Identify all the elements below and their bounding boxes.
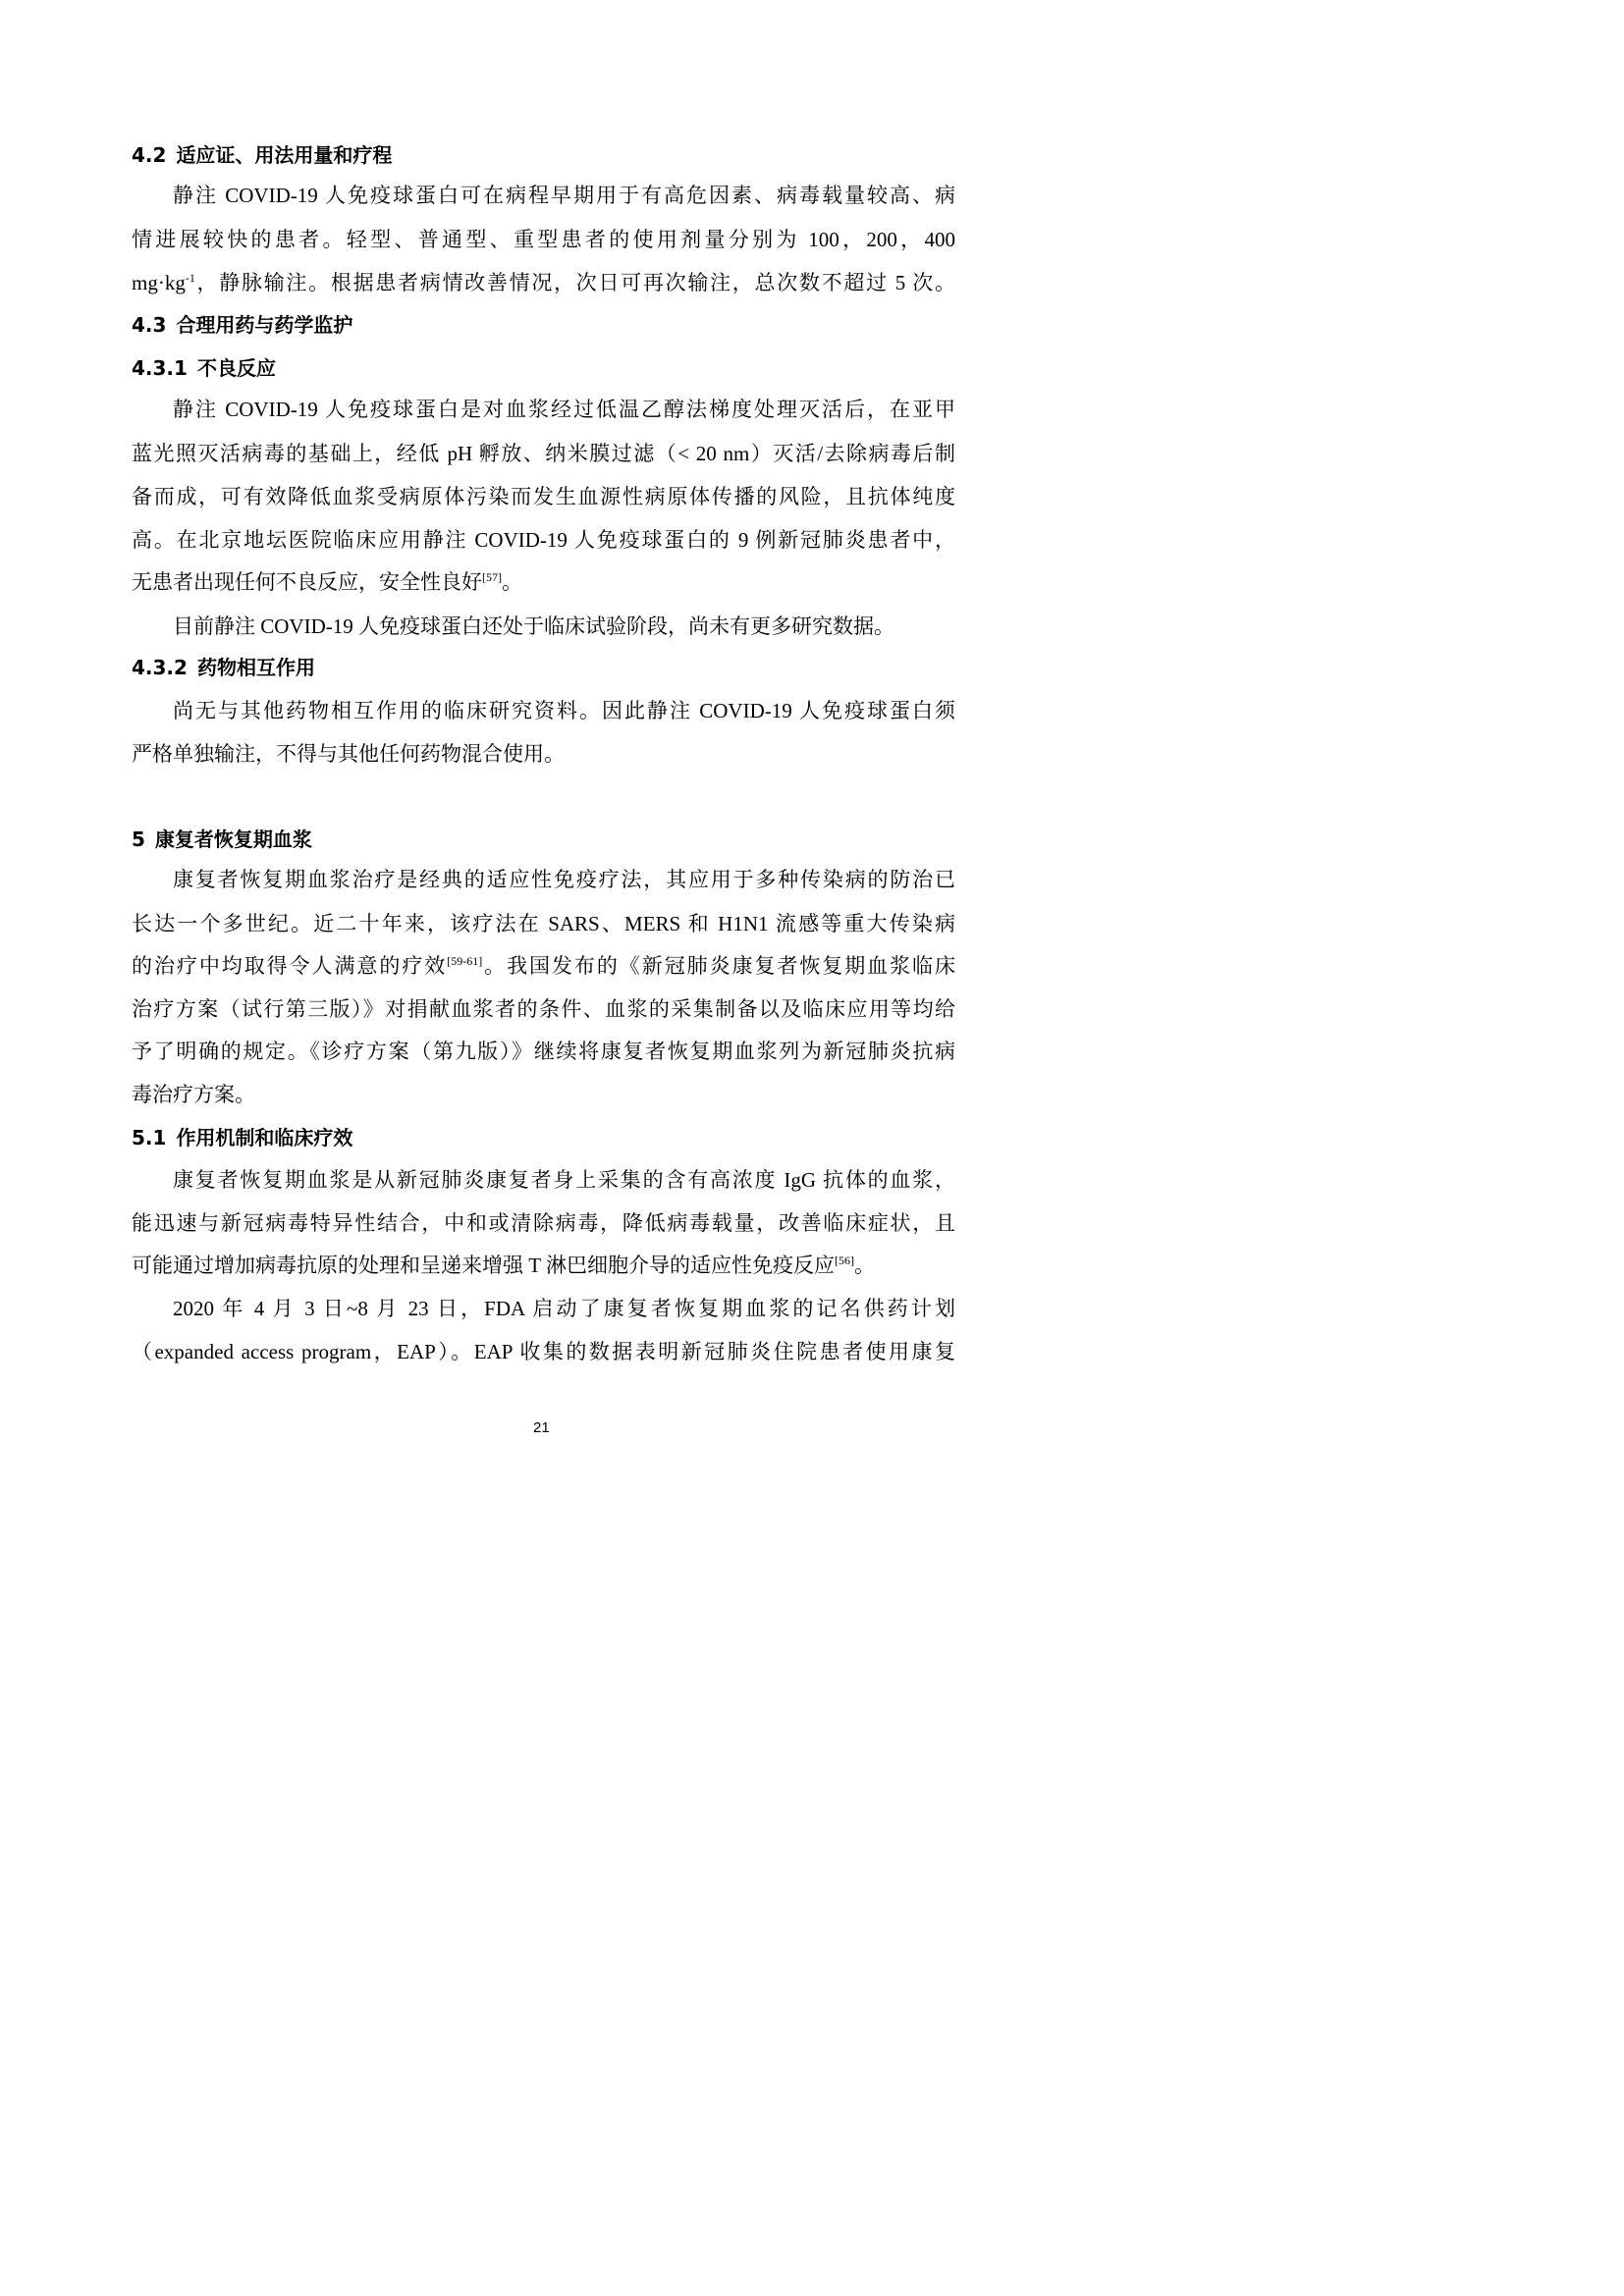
line-text: ，静脉输注。根据患者病情改善情况，次日可再次输注，总次数不超过 5 次。	[194, 271, 955, 294]
paragraph-line: 目前静注 COVID-19 人免疫球蛋白还处于临床试验阶段，尚未有更多研究数据。	[173, 614, 894, 638]
section-number: 4.3.1	[132, 356, 188, 380]
unit-text: mg·kg	[132, 271, 186, 294]
section-title: 药物相互作用	[196, 656, 315, 679]
section-number: 4.3.2	[132, 656, 188, 679]
paragraph-line: 严格单独输注，不得与其他任何药物混合使用。	[132, 742, 565, 766]
paragraph-line: 能迅速与新冠病毒特异性结合，中和或清除病毒，降低病毒载量，改善临床症状，且	[132, 1211, 955, 1235]
document-page	[0, 0, 1083, 1531]
section-number: 4.2	[132, 143, 167, 167]
paragraph-line	[132, 270, 955, 295]
citation-ref: [56]	[834, 1254, 854, 1267]
paragraph-line: 尚无与其他药物相互作用的临床研究资料。因此静注 COVID-19 人免疫球蛋白须	[173, 699, 955, 722]
paragraph-line: 静注 COVID-19 人免疫球蛋白可在病程早期用于有高危因素、病毒载量较高、病	[173, 184, 955, 207]
section-heading-4-3	[132, 312, 352, 338]
section-heading-4-3-2	[132, 655, 315, 680]
paragraph-line: 康复者恢复期血浆是从新冠肺炎康复者身上采集的含有高浓度 IgG 抗体的血浆，	[173, 1168, 955, 1192]
paragraph-line: 蓝光照灭活病毒的基础上，经低 pH 孵放、纳米膜过滤（< 20 nm）灭活/去除病毒后制	[132, 442, 955, 465]
section-heading-5-1	[132, 1125, 352, 1150]
paragraph-line: 予了明确的规定。《诊疗方案（第九版）》继续将康复者恢复期血浆列为新冠肺炎抗病	[132, 1040, 955, 1063]
line-text: 可能通过增加病毒抗原的处理和呈递来增强 T 淋巴细胞介导的适应性免疫反应	[132, 1254, 835, 1277]
superscript: -1	[185, 271, 195, 285]
section-number: 5	[132, 828, 145, 851]
paragraph-line: 治疗方案（试行第三版）》对捐献血浆者的条件、血浆的采集制备以及临床应用等均给	[132, 997, 955, 1021]
section-heading-5	[132, 827, 312, 852]
paragraph-line: 长达一个多世纪。近二十年来，该疗法在 SARS、MERS 和 H1N1 流感等重大传染病	[132, 912, 955, 935]
line-text: 。我国发布的《新冠肺炎康复者恢复期血浆临床	[482, 954, 956, 978]
paragraph-line: 静注 COVID-19 人免疫球蛋白是对血浆经过低温乙醇法梯度处理灭活后，在亚甲	[173, 398, 955, 421]
line-text: 。	[502, 570, 522, 594]
citation-ref: [57]	[482, 570, 502, 584]
section-title: 作用机制和临床疗效	[176, 1126, 353, 1149]
paragraph-line: 情进展较快的患者。轻型、普通型、重型患者的使用剂量分别为 100，200，400	[132, 228, 955, 251]
citation-ref: [59-61]	[447, 954, 483, 968]
page-number: 21	[533, 1419, 550, 1436]
section-heading-4-2	[132, 142, 392, 168]
line-text: 。	[853, 1254, 875, 1277]
section-number: 4.3	[132, 313, 167, 337]
paragraph-line: 2020 年 4 月 3 日~8 月 23 日，FDA 启动了康复者恢复期血浆的记名供药计划	[173, 1297, 955, 1320]
section-title: 康复者恢复期血浆	[154, 828, 312, 851]
section-heading-4-3-1	[132, 355, 276, 381]
paragraph-line: （expanded access program，EAP）。EAP 收集的数据表明新冠肺炎住院患者使用康复	[132, 1340, 955, 1363]
paragraph-line: 高。在北京地坛医院临床应用静注 COVID-19 人免疫球蛋白的 9 例新冠肺炎患者中，	[132, 528, 955, 552]
line-text: 的治疗中均取得令人满意的疗效	[132, 954, 448, 978]
section-title: 不良反应	[196, 356, 276, 380]
paragraph-line: 备而成，可有效降低血浆受病原体污染而发生血源性病原体传播的风险，且抗体纯度	[132, 485, 955, 508]
section-number: 5.1	[132, 1126, 167, 1149]
paragraph-line	[132, 1253, 875, 1278]
paragraph-line	[132, 569, 522, 595]
line-text: 无患者出现任何不良反应，安全性良好	[132, 570, 482, 594]
paragraph-line: 康复者恢复期血浆治疗是经典的适应性免疫疗法，其应用于多种传染病的防治已	[173, 868, 955, 891]
section-title: 适应证、用法用量和疗程	[176, 143, 393, 167]
section-title: 合理用药与药学监护	[176, 313, 353, 337]
paragraph-line	[132, 953, 955, 979]
paragraph-line: 毒治疗方案。	[132, 1083, 255, 1106]
